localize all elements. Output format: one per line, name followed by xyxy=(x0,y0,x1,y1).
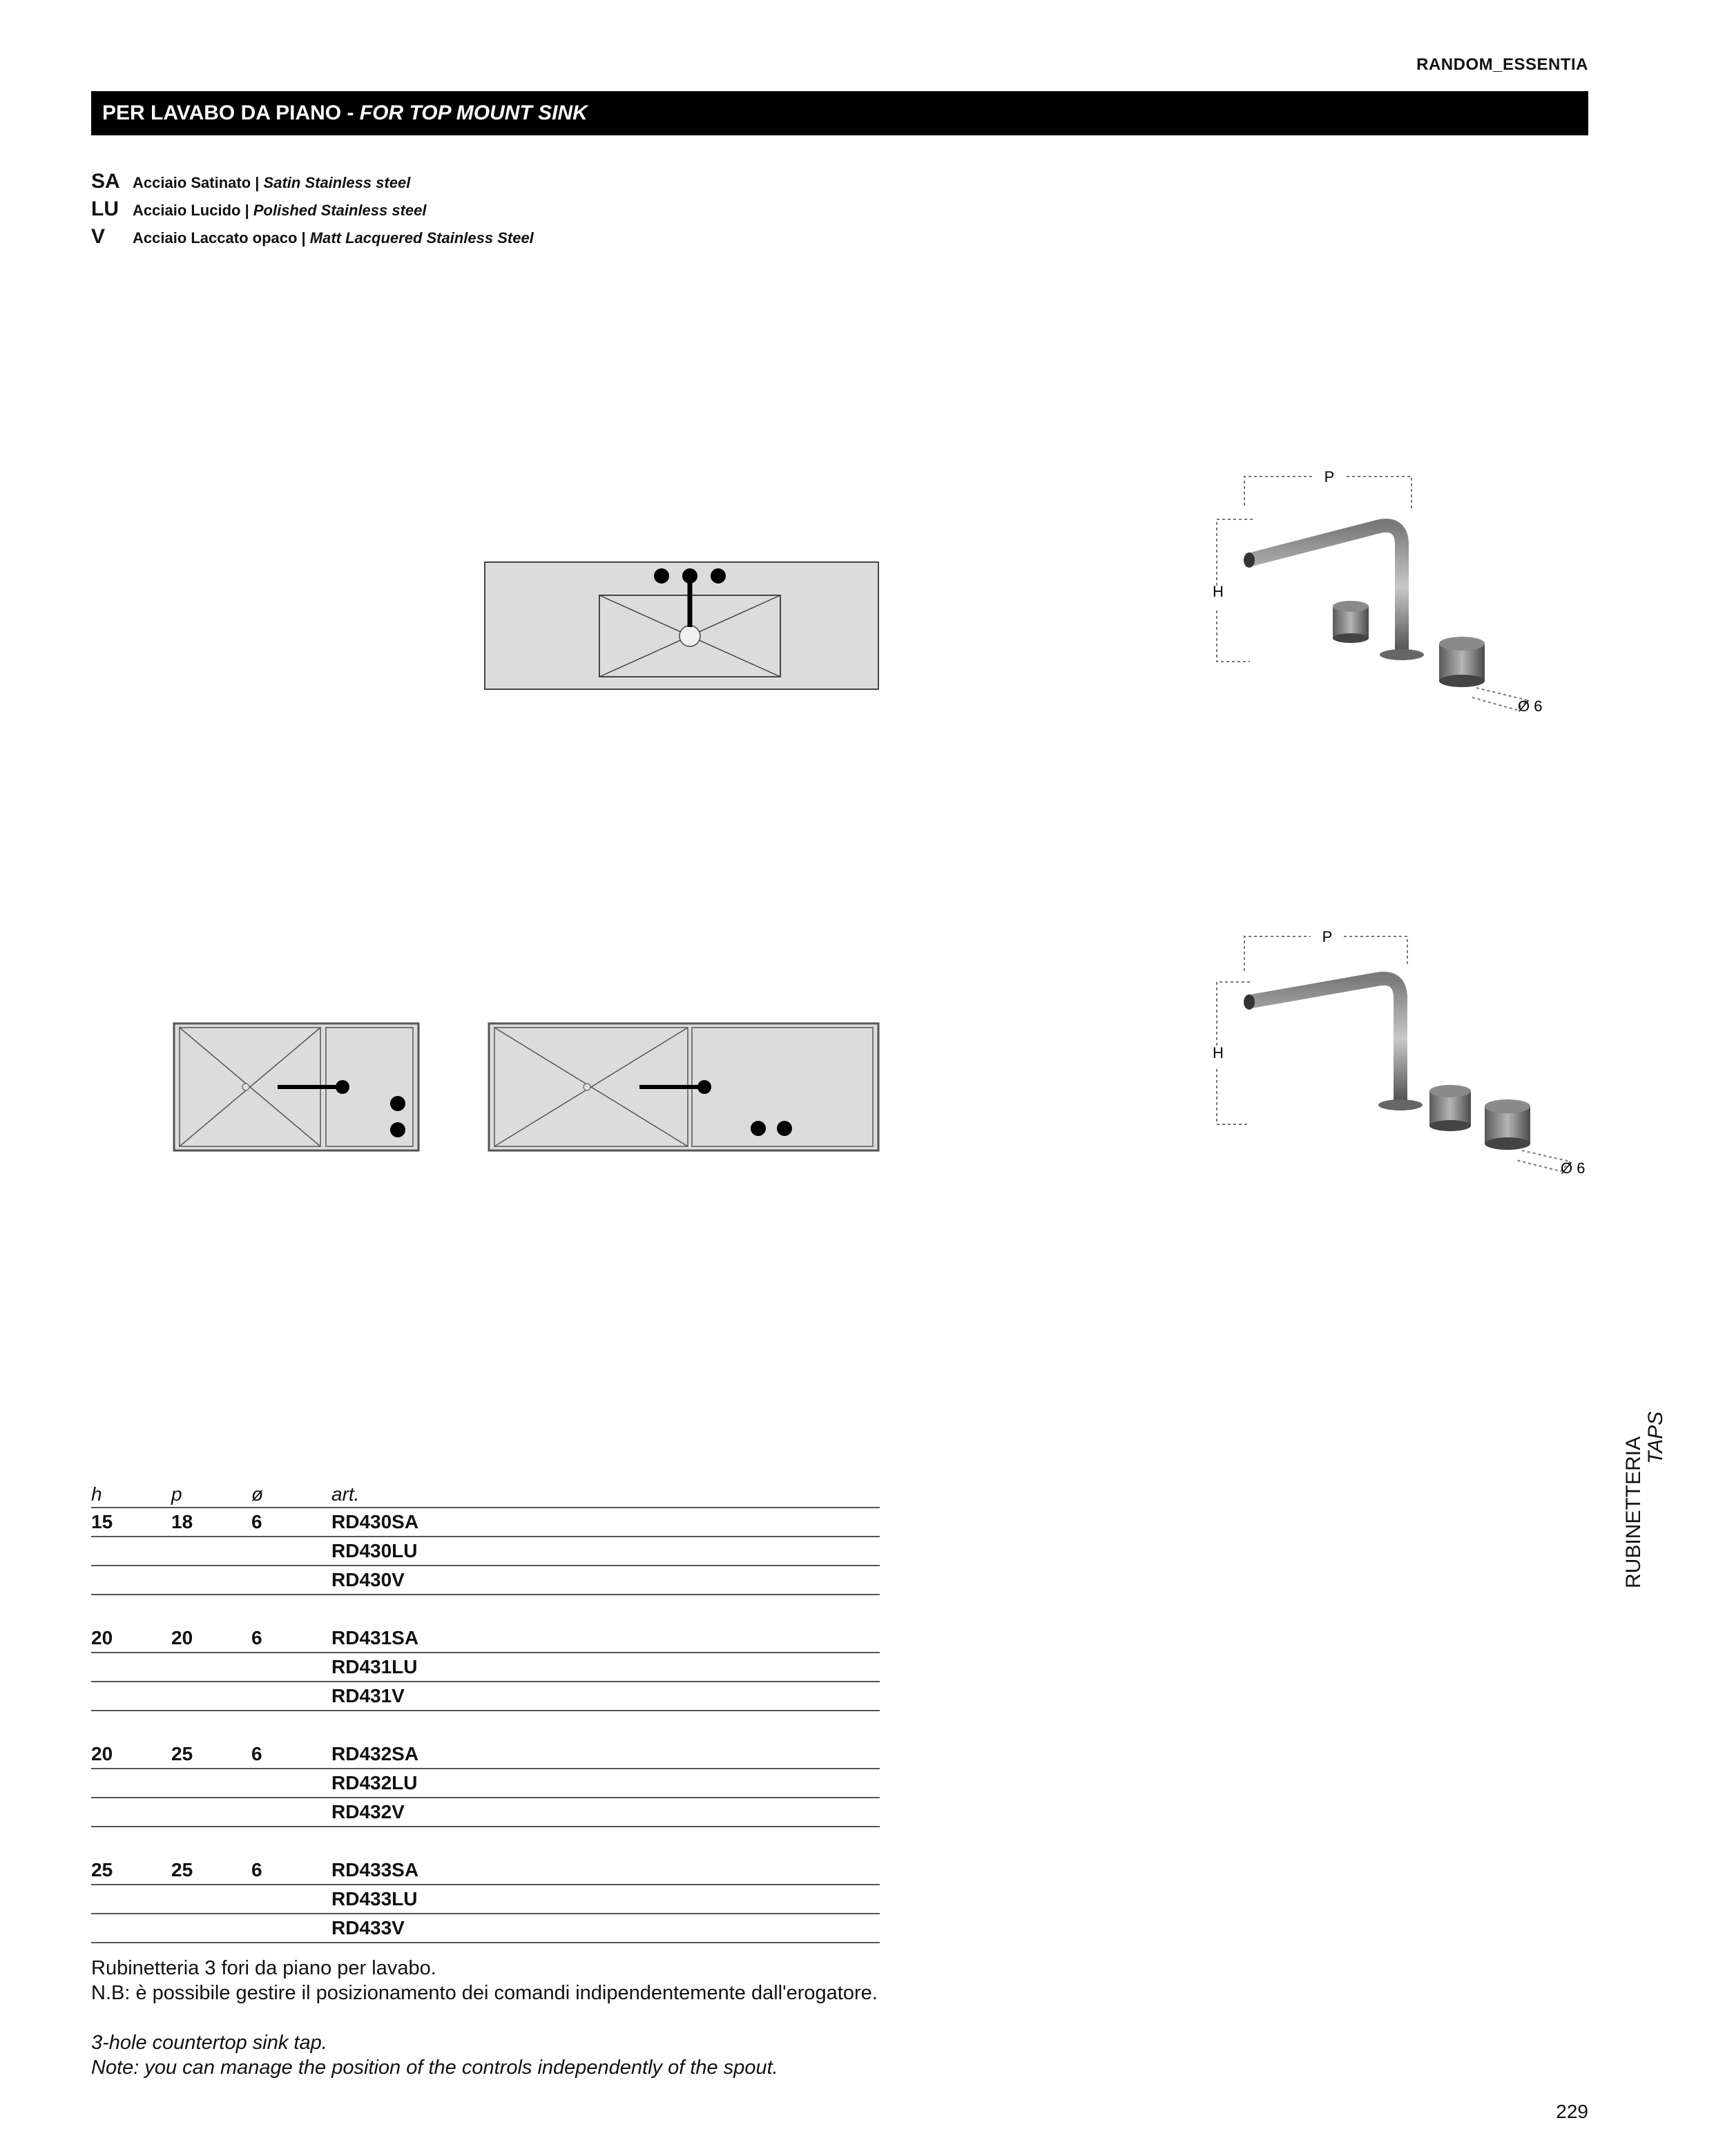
dim-h-label: H xyxy=(1213,583,1224,600)
cell-diameter: 6 xyxy=(251,1627,262,1648)
cell-art: RD431LU xyxy=(331,1656,418,1677)
dim-diameter-label: Ø 6 xyxy=(1518,697,1543,715)
side-label-it: RUBINETTERIA xyxy=(1622,1436,1645,1588)
cell-diameter: 6 xyxy=(251,1511,262,1532)
side-label-en: TAPS xyxy=(1644,1411,1667,1464)
cell-p: 25 xyxy=(171,1859,193,1880)
header-diameter: ø xyxy=(251,1483,264,1505)
article-table xyxy=(91,1482,880,1943)
table-row xyxy=(91,1885,880,1914)
cell-art: RD431SA xyxy=(331,1627,419,1648)
cell-art: RD432LU xyxy=(331,1772,418,1793)
table-row xyxy=(91,1682,880,1711)
finish-row-v xyxy=(91,225,534,249)
table-row xyxy=(91,1856,880,1885)
cell-art: RD431V xyxy=(331,1685,405,1706)
finish-code: V xyxy=(91,225,106,248)
table-row xyxy=(91,1653,880,1682)
cell-diameter: 6 xyxy=(251,1859,262,1880)
finish-name-it: Acciaio Laccato opaco | xyxy=(133,229,310,247)
cell-h: 25 xyxy=(91,1859,113,1880)
cell-p: 18 xyxy=(171,1511,193,1532)
sink-plan-right xyxy=(488,1022,881,1153)
table-row xyxy=(91,1508,880,1537)
finish-name-en: Satin Stainless steel xyxy=(263,174,411,191)
header-art: art. xyxy=(331,1483,360,1505)
side-section-label xyxy=(1623,1412,1667,1588)
cell-art: RD432SA xyxy=(331,1743,419,1764)
dim-p-label: P xyxy=(1324,468,1335,485)
table-row xyxy=(91,1566,880,1595)
dim-p-label: P xyxy=(1322,928,1333,945)
finish-name-en: Polished Stainless steel xyxy=(253,202,427,219)
cell-art: RD433LU xyxy=(331,1888,418,1909)
table-row xyxy=(91,1798,880,1827)
note-en-1: 3-hole countertop sink tap. xyxy=(91,2032,327,2054)
sink-plan-centered xyxy=(483,561,881,693)
cell-art: RD430SA xyxy=(331,1511,419,1532)
cell-h: 20 xyxy=(91,1743,113,1764)
cell-art: RD430V xyxy=(331,1569,405,1590)
cell-h: 20 xyxy=(91,1627,113,1648)
brand-name: RANDOM_ESSENTIA xyxy=(1416,55,1588,74)
header-p: p xyxy=(171,1483,182,1505)
table-row xyxy=(91,1740,880,1769)
banner-title-it: PER LAVABO DA PIANO - xyxy=(102,102,360,124)
dim-diameter-label: Ø 6 xyxy=(1561,1159,1586,1177)
cell-p: 25 xyxy=(171,1743,193,1764)
cell-p: 20 xyxy=(171,1627,193,1648)
table-row xyxy=(91,1769,880,1798)
table-row xyxy=(91,1624,880,1653)
cell-diameter: 6 xyxy=(251,1743,262,1764)
finish-name-it: Acciaio Lucido | xyxy=(133,202,253,219)
cell-art: RD432V xyxy=(331,1801,405,1822)
table-row xyxy=(91,1914,880,1943)
header-h: h xyxy=(91,1483,102,1505)
dim-h-label: H xyxy=(1213,1044,1224,1061)
note-it-2: N.B: è possibile gestire il posizionamento dei comandi indipendentemente dall'erogatore. xyxy=(91,1982,878,2004)
tap-diagram-1 xyxy=(1202,463,1561,725)
cell-h: 15 xyxy=(91,1511,113,1532)
note-it-1: Rubinetteria 3 fori da piano per lavabo. xyxy=(91,1957,436,1979)
sink-plan-left xyxy=(173,1022,421,1153)
page-number: 229 xyxy=(1556,2101,1588,2122)
table-row xyxy=(91,1537,880,1566)
cell-art: RD430LU xyxy=(331,1540,418,1561)
finish-row-lu xyxy=(91,198,427,221)
finish-code: LU xyxy=(91,198,119,220)
finish-row-sa xyxy=(91,170,410,193)
banner-title-en: FOR TOP MOUNT SINK xyxy=(359,102,588,124)
note-en-2: Note: you can manage the position of the controls independently of the spout. xyxy=(91,2057,778,2079)
section-banner xyxy=(91,91,1588,135)
cell-art: RD433SA xyxy=(331,1859,419,1880)
tap-diagram-2 xyxy=(1202,923,1588,1185)
finish-name-it: Acciaio Satinato | xyxy=(133,174,264,191)
finish-name-en: Matt Lacquered Stainless Steel xyxy=(309,229,534,247)
finish-code: SA xyxy=(91,170,120,193)
table-header xyxy=(91,1482,880,1508)
cell-art: RD433V xyxy=(331,1917,405,1938)
